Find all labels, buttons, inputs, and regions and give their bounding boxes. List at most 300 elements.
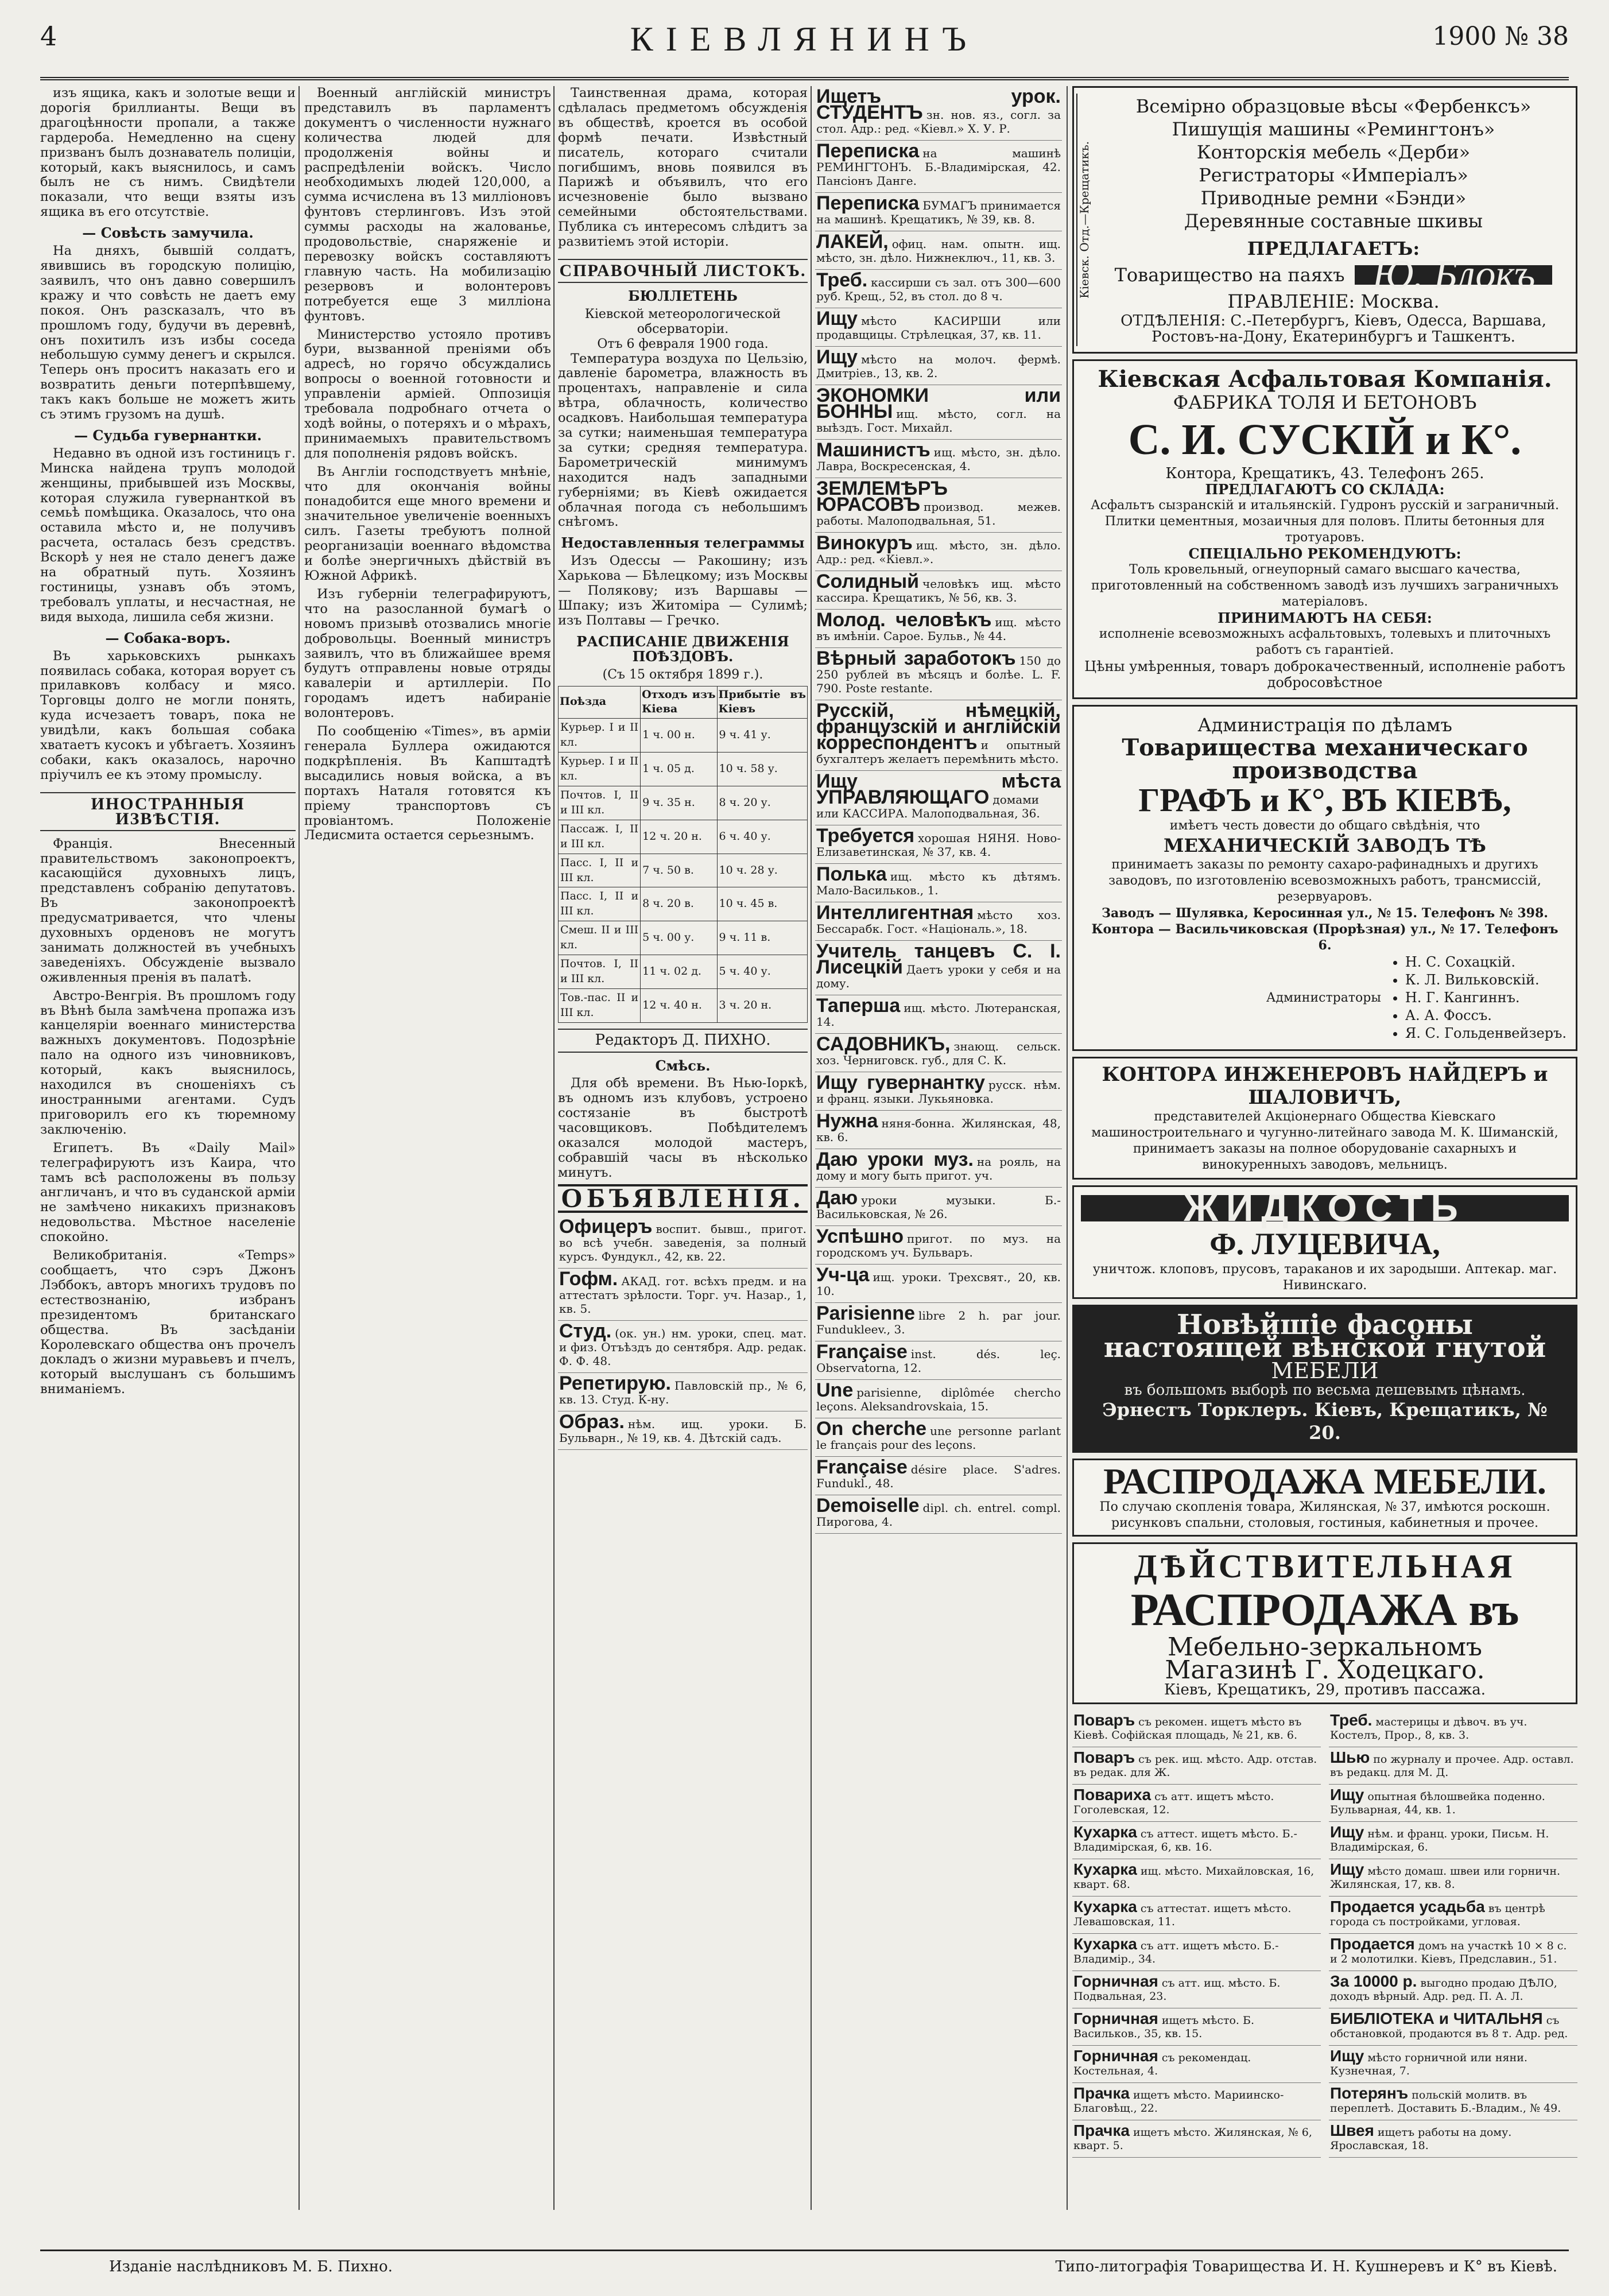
editor-line: Редакторъ Д. ПИХНО. <box>558 1029 808 1053</box>
ad-keyword: Репетирую. <box>559 1372 672 1394</box>
classified-ad <box>1072 1710 1321 1747</box>
ad-text: съ рекомен. ищетъ мѣсто въ Кіевѣ. Софійская площадь, № 21, кв. 6. <box>1073 1715 1302 1742</box>
schedule-cell: 5 ч. 40 у. <box>717 955 807 989</box>
ad-keyword: Parisienne <box>816 1302 915 1324</box>
ad-text: мастерицы и дѣвоч. въ уч. Костелъ, Прор., 8, кв. 3. <box>1330 1715 1527 1742</box>
bulletin-text: Температура воздуха по Цельзію, давленіе барометра, влажность въ процентахъ, направленіе и сила вѣтра, облачность, количество осадковъ. Наибольшая температура за сутки; наименьшая температура за сутки; средняя температура. Барометрическій минимумъ находится надъ западными губерніями; въ Кіевѣ ожидается облачная погода съ небольшимъ снѣгомъ. <box>558 351 808 530</box>
ad-admins-label: Администраторы <box>1266 990 1381 1005</box>
ad-keyword: Кухарка <box>1073 1860 1137 1878</box>
ad-keyword: Переписка <box>816 140 920 162</box>
ad-line: имѣетъ честь довести до общаго свѣдѣнія, что <box>1169 819 1480 833</box>
ad-text: ищ. мѣсто, зн. дѣло. Адр.: ред. «Кіевл.». <box>816 538 1061 566</box>
ad-keyword: Ищу <box>1330 2046 1364 2065</box>
printer-line: Типо-литографія Товарищества И. Н. Кушнеревъ и К° въ Кіевѣ. <box>1055 2258 1557 2275</box>
ad-prices: Цѣны умѣренныя, товаръ доброкачественный, исполненіе работъ добросовѣстное <box>1084 658 1565 691</box>
ad-block-khodetsky <box>1072 1542 1577 1704</box>
ad-keyword: Интеллигентная <box>816 902 974 924</box>
ad-offer: ПРЕДЛАГАЮТЪ СО СКЛАДА: <box>1205 481 1445 498</box>
column-rule <box>1067 86 1068 2210</box>
article-paragraph: На дняхъ, бывшій солдатъ, явившись въ городскую полицію, заявилъ, что онъ давно совершилъ кражу и что совѣсть не даетъ ему покоя. Онъ разсказалъ, что въ прошломъ году, будучи въ деревнѣ, онъ похитилъ изъ избы соседа небольшую сумму денегъ и скрылся. Теперь онъ проситъ наказать его и возвратить деньги потерпѣвшему, такъ какъ больше не можетъ жить съ этимъ грузомъ на душѣ. <box>40 243 296 422</box>
ad-text: Павловскій пр., № 6, кв. 13. Студ. К-ну. <box>559 1378 807 1406</box>
article-paragraph: По сообщенію «Times», въ арміи генерала Буллера ожидаются подкрѣпленія. Въ Капштадтѣ высадились новыя войска, а въ портахъ Наталя готовятся къ пріему транспортовъ съ провіантомъ. Положеніе Ледисмита остается серьезнымъ. <box>304 724 551 843</box>
ad-keyword: Нужна <box>816 1110 878 1132</box>
ad-product-line: Пишущія машины «Ремингтонъ» <box>1172 118 1495 140</box>
ad-keyword: Française <box>816 1456 908 1478</box>
schedule-cell: 1 ч. 05 д. <box>641 753 717 786</box>
ad-product-line: Всемірно образцовые вѣсы «Фербенксъ» <box>1135 95 1532 117</box>
schedule-header-cell: Отходъ изъ Кіева <box>641 686 717 719</box>
ad-line: Магазинѣ Г. Ходецкаго. <box>1165 1655 1485 1685</box>
classified-ad <box>815 270 1062 308</box>
ad-keyword: Учитель танцевъ С. І. Лисецкій <box>816 940 1061 978</box>
article-paragraph: Военный англійскій министръ представилъ въ парламентъ документъ о численности нужнаго количества людей для продолженія войны и распредѣленіи войскъ. Число необходимыхъ людей 120,000, а сумма исчислена въ 13 милліоновъ фунтовъ стерлинговъ. Изъ этой суммы расходы на жалованье, продовольствіе, снаряженіе и перевозку войскъ составляютъ главную часть. На мобилизацію резервовъ и волонтеровъ потребуется еще 3 милліона фунтовъ. <box>304 86 551 324</box>
ad-text: знающ. сельск. хоз. Черниговск. губ., для С. К. <box>816 1040 1061 1067</box>
classified-ad <box>558 1216 808 1269</box>
classified-ad <box>815 648 1062 700</box>
ad-keyword: БИБЛІОТЕКА и ЧИТАЛЬНЯ <box>1330 2009 1543 2027</box>
ad-text: исполненіе всевозможныхъ асфальтовыхъ, толевыхъ и плиточныхъ работъ съ гарантіей. <box>1099 627 1551 657</box>
classified-ad <box>1072 1859 1321 1896</box>
schedule-row <box>559 753 808 786</box>
ad-keyword: Demoiselle <box>816 1495 920 1517</box>
ad-keyword: Шью <box>1330 1748 1370 1766</box>
ad-title: КОНТОРА ИНЖЕНЕРОВЪ НАЙДЕРЪ и ШАЛОВИЧЪ, <box>1102 1063 1548 1109</box>
classified-ad <box>815 902 1062 941</box>
column-reference <box>558 86 808 2210</box>
schedule-row <box>559 719 808 753</box>
ad-keyword: Кухарка <box>1073 1897 1137 1915</box>
schedule-cell: 7 ч. 50 в. <box>641 854 717 887</box>
classified-ad <box>815 1495 1062 1534</box>
ad-recommend: СПЕЦІАЛЬНО РЕКОМЕНДУЮТЪ: <box>1188 545 1461 562</box>
ad-keyword: Швея <box>1330 2121 1374 2139</box>
ad-text: ищетъ мѣсто. Мариинско-Благовѣщ., 22. <box>1073 2088 1284 2115</box>
ad-keyword: Поваръ <box>1073 1748 1135 1766</box>
ad-text: БУМАГЪ принимается на машинѣ. Крещатикъ, № 39, кв. 8. <box>816 199 1061 226</box>
page-number: 4 <box>40 21 57 52</box>
classified-ad <box>1072 1971 1321 2008</box>
ad-product-line: Деревянные составные шкивы <box>1184 210 1483 232</box>
ad-text: съ рекомендац. Костельная, 4. <box>1073 2051 1251 2077</box>
column-rule <box>811 86 812 2210</box>
ad-company: Товарищество на паяхъ <box>1114 264 1345 286</box>
classified-ad <box>815 308 1062 347</box>
ad-text: 150 до 250 рублей въ мѣсяцъ и болѣе. L. F. 790. Poste restante. <box>816 654 1061 695</box>
classified-ad <box>1329 2083 1577 2120</box>
ad-keyword: Винокуръ <box>816 532 913 554</box>
ad-line: МЕБЕЛИ <box>1271 1358 1379 1383</box>
ad-keyword: Ищу <box>1330 1860 1364 1878</box>
ad-text: мѣсто домаш. швеи или горничн. Жилянская, 17, кв. 8. <box>1330 1864 1561 1891</box>
masthead <box>40 14 1569 80</box>
ad-text: съ аттестат. ищетъ мѣсто. Левашовская, 11. <box>1073 1902 1292 1928</box>
admin-name: • Я. С. Гольденвейзеръ. <box>1405 1025 1567 1042</box>
ad-product-line: Приводные ремни «Бэнди» <box>1200 187 1467 209</box>
classified-ad <box>1072 1747 1321 1785</box>
classified-ad <box>815 1034 1062 1072</box>
classified-ad <box>1072 1785 1321 1822</box>
ad-keyword: ЭКОНОМКИ или БОННЫ <box>816 385 1061 422</box>
ad-big-word: ЖИДКОСТЬ <box>1081 1195 1569 1221</box>
column-news-1 <box>40 86 296 2210</box>
ad-line: Мебельно-зеркальномъ <box>1167 1632 1483 1662</box>
ad-text: Даетъ уроки у себя и на дому. <box>816 963 1061 990</box>
ad-text: нѣм. и франц. уроки, Письм. Н. Владимірская, 6. <box>1330 1827 1549 1853</box>
classified-ad <box>1329 2046 1577 2083</box>
schedule-row <box>559 854 808 887</box>
ad-keyword: Кухарка <box>1073 1934 1137 1953</box>
ad-text: съ атт. ищетъ мѣсто. Гоголевская, 12. <box>1073 1790 1274 1816</box>
classified-ad <box>815 941 1062 995</box>
ad-text: опытная бѣлошвейка поденно. Бульварная, 44, кв. 1. <box>1330 1790 1545 1816</box>
ad-text: мѣсто хоз. Бессарабк. Гост. «Національ.», 18. <box>816 908 1061 936</box>
schedule-cell: 8 ч. 20 в. <box>641 887 717 921</box>
schedule-header-cell: Прибытіе въ Кіевъ <box>717 686 807 719</box>
ad-text: и опытный бухгалтеръ желаетъ перемѣнить мѣсто. <box>816 738 1061 766</box>
publisher-line: Изданіе наслѣдниковъ М. Б. Пихно. <box>109 2258 393 2275</box>
ad-product-lines <box>1100 95 1567 232</box>
article-paragraph: Министерство устояло противъ бури, вызванной преніями объ адресѣ, но горячо обсуждались вопросы о военной готовности и управленіи арміей. Оппозиція требовала подробнаго отчета о ходѣ войны, о потеряхъ и о мѣрахъ, принимаемыхъ правительствомъ для пополненія рядовъ войскъ. <box>304 327 551 461</box>
classified-ad <box>1072 2008 1321 2046</box>
ad-keyword: Прачка <box>1073 2121 1130 2139</box>
schedule-cell: Пасс. I, II и III кл. <box>559 887 641 921</box>
ad-board: ПРАВЛЕНІЕ: Москва. <box>1227 290 1440 312</box>
classified-list <box>558 1216 808 1450</box>
classified-ad <box>815 1072 1062 1111</box>
ad-keyword: Студ. <box>559 1320 612 1342</box>
ad-keyword: Таперша <box>816 995 901 1017</box>
classified-ad <box>1072 1896 1321 1934</box>
ad-line: Заводъ — Шулявка, Керосинная ул., № 15. Телефонъ № 398. <box>1102 906 1548 921</box>
ad-text: ищ. мѣсто, согл. на выѣздъ. Гост. Михайл. <box>816 407 1061 435</box>
ad-line: Эрнестъ Торклеръ. Кіевъ, Крещатикъ, № 20. <box>1102 1398 1548 1444</box>
bulletin-subtitle: Кіевской метеорологической обсерваторіи. <box>584 307 781 336</box>
ad-text: съ атт. ищ. мѣсто. Б. Подвальная, 23. <box>1073 1976 1281 2003</box>
schedule-cell: 12 ч. 40 н. <box>641 988 717 1022</box>
ad-text: parisienne, diplômée chercho leçons. Aleksandrovskaia, 15. <box>816 1386 1061 1413</box>
classified-ad <box>1329 1747 1577 1785</box>
classified-ad <box>815 440 1062 478</box>
ad-keyword: Française <box>816 1341 908 1363</box>
ad-text: уничтож. клоповъ, прусовъ, тараканов и их зародыши. Аптекар. маг. Нивинскаго. <box>1092 1262 1557 1293</box>
classified-ad <box>815 1226 1062 1265</box>
bulletin-title: БЮЛЛЕТЕНЬ <box>628 287 738 304</box>
ad-side-label: Кіевск. Отд.—Крещатикъ. <box>1076 94 1095 346</box>
ad-keyword: Потерянъ <box>1330 2084 1409 2102</box>
ad-text: мѣсто на молоч. фермѣ. Дмитріев., 13, кв. 2. <box>816 352 1061 380</box>
classified-ad <box>1329 1934 1577 1971</box>
classified-ad <box>815 1341 1062 1380</box>
classified-ad <box>815 141 1062 193</box>
ad-text: нѣм. ищ. уроки. Б. Бульварн., № 19, кв. 4. Дѣтскій садъ. <box>559 1417 807 1445</box>
schedule-cell: Почтов. I, II и III кл. <box>559 786 641 820</box>
schedule-cell: 5 ч. 00 у. <box>641 921 717 955</box>
ad-block-naider <box>1072 1057 1577 1180</box>
ad-text: выгодно продаю ДѢЛО, доходъ вѣрный. Адр. ред. П. А. Л. <box>1330 1976 1557 2003</box>
ad-keyword: Une <box>816 1379 854 1401</box>
newspaper-title: КІЕВЛЯНИНЪ <box>630 20 979 58</box>
ad-brand: ГРАФЪ и К°, ВЪ КІЕВѢ, <box>1138 781 1511 819</box>
ad-subtitle: ФАБРИКА ТОЛЯ И БЕТОНОВЪ <box>1173 391 1477 413</box>
ad-text: ищ. мѣсто въ имѣніи. Сарое. Бульв., № 44. <box>816 615 1061 643</box>
ad-text: ищ. мѣсто. Михайловская, 16, кварт. 68. <box>1073 1864 1315 1891</box>
article-paragraph: Австро-Венгрія. Въ прошломъ году въ Вѣнѣ была замѣчена пропажа изъ канцеляріи военнаго министерства важныхъ документовъ. Подозрѣніе пало на одного изъ чиновниковъ, который, какъ выяснилось, находился въ сношеніяхъ съ иностранными агентами. Судъ приговорилъ его къ тюремному заключенію. <box>40 988 296 1137</box>
schedule-row <box>559 955 808 989</box>
ad-keyword: Уч-ца <box>816 1264 870 1286</box>
schedule-cell: 10 ч. 28 у. <box>717 854 807 887</box>
ad-text: Асфальтъ сызранскій и итальянскій. Гудронъ русскій и заграничный. Плитки цементныя, мозаичныя для половъ. Плиты бетонныя для тротуаровъ. <box>1090 498 1560 545</box>
schedule-cell: Пассаж. I, II и III кл. <box>559 820 641 854</box>
schedule-cell: Курьер. I и II кл. <box>559 719 641 753</box>
classified-ad <box>815 533 1062 571</box>
classified-ad <box>558 1373 808 1411</box>
ad-text: съ рек. ищ. мѣсто. Адр. отстав. въ редак. для Ж. <box>1073 1752 1317 1779</box>
schedule-row <box>559 988 808 1022</box>
schedule-cell: Смеш. II и III кл. <box>559 921 641 955</box>
schedule-cell: 9 ч. 41 у. <box>717 719 807 753</box>
schedule-cell: Тов.-пас. II и III кл. <box>559 988 641 1022</box>
classified-ad <box>558 1321 808 1373</box>
ad-line: принимаетъ заказы по ремонту сахаро-рафинадныхъ и другихъ заводовъ, по изготовленію всевозможныхъ работъ, трансмиссій, резервуаровъ. <box>1108 858 1541 904</box>
classified-ad <box>1072 2046 1321 2083</box>
ad-text: офиц. нам. опытн. ищ. мѣсто, зн. дѣло. Нижнеключ., 11, кв. 3. <box>816 237 1061 265</box>
ad-keyword: За 10000 р. <box>1330 1972 1417 1990</box>
ad-text: кассирши съ зал. отъ 300—600 руб. Крещ., 52, въ стол. до 8 ч. <box>816 276 1061 303</box>
classified-ad <box>815 86 1062 141</box>
ad-text: ищ. мѣсто, зн. дѣло. Лавра, Воскресенская, 4. <box>816 445 1061 473</box>
column-rule <box>298 86 300 2210</box>
classified-ad <box>815 1303 1062 1341</box>
ad-line: Администрація по дѣламъ <box>1197 714 1452 736</box>
ad-keyword: Успѣшно <box>816 1225 904 1247</box>
schedule-cell: Почтов. I, II и III кл. <box>559 955 641 989</box>
ad-keyword: Солидный <box>816 571 920 592</box>
schedule-cell: Пасс. I, II и III кл. <box>559 854 641 887</box>
classified-ad <box>815 825 1062 864</box>
classified-ad <box>815 478 1062 533</box>
ad-keyword: Переписка <box>816 192 920 214</box>
ad-line: Кіевъ, Крещатикъ, 29, противъ пассажа. <box>1164 1681 1486 1698</box>
ad-keyword: Гофм. <box>559 1267 618 1290</box>
schedule-cell: 12 ч. 20 н. <box>641 820 717 854</box>
ad-keyword: САДОВНИКЪ, <box>816 1033 951 1055</box>
footer <box>40 2250 1569 2283</box>
column-news-2 <box>304 86 551 2210</box>
section-heading-reference: СПРАВОЧНЫЙ ЛИСТОКЪ. <box>558 259 808 283</box>
classified-ad <box>1329 1896 1577 1934</box>
classified-ad <box>815 864 1062 902</box>
ad-keyword: Офицеръ <box>559 1215 653 1238</box>
ad-text: По случаю скопленія товара, Жилянская, № 37, имѣются роскошн. рисунковъ спальни, столовыя, гостиныя, кабинетныя и прочее. <box>1099 1499 1550 1530</box>
ad-text: производ. межев. работы. Малоподвальная, 51. <box>816 500 1061 528</box>
schedule-date: (Съ 15 октября 1899 г.). <box>602 667 763 682</box>
ad-text: ищ. мѣсто. Лютеранская, 14. <box>816 1001 1061 1029</box>
ad-keyword: Молод. человѣкъ <box>816 609 992 631</box>
ad-text: désire place. S'adres. Fundukl., 48. <box>816 1463 1061 1490</box>
classified-ad <box>1072 1822 1321 1859</box>
ad-text: Толь кровельный, огнеупорный самаго высшаго качества, приготовленный на собственномъ заводѣ изъ лучшихъ заграничныхъ матеріаловъ. <box>1091 563 1559 609</box>
issue-number: 1900 № 38 <box>1432 22 1569 51</box>
ad-branches: ОТДѢЛЕНІЯ: С.-Петербургъ, Кіевъ, Одесса, Варшава, Ростовъ-на-Дону, Екатеринбургъ и Ташкентъ. <box>1121 312 1546 346</box>
ad-text: по журналу и прочее. Адр. оставл. въ редакц. для М. Д. <box>1330 1752 1574 1779</box>
column-classifieds <box>815 86 1062 2210</box>
classified-ad <box>815 1457 1062 1495</box>
ad-keyword: Треб. <box>1330 1711 1373 1729</box>
ad-keyword: Ищу <box>816 308 858 329</box>
ad-block-graf <box>1072 705 1577 1051</box>
classified-list <box>815 86 1062 1534</box>
classified-ad <box>558 1269 808 1321</box>
ad-keyword: Ищу мѣста УПРАВЛЯЮЩАГО <box>816 770 1061 808</box>
ad-line: Контора — Васильчиковская (Прорѣзная) ул., № 17. Телефонъ 6. <box>1091 922 1558 953</box>
ad-text: съ атт. ищетъ мѣсто. Б.-Владимір., 34. <box>1073 1939 1279 1965</box>
classified-ad <box>1072 2120 1321 2158</box>
ad-text: inst. dés. leç. Observatorna, 12. <box>816 1347 1061 1375</box>
classified-ad <box>1329 2008 1577 2046</box>
article-heading: — Собака-воръ. <box>105 629 231 646</box>
classified-ad <box>1329 1822 1577 1859</box>
schedule-title: РАСПИСАНІЕ ДВИЖЕНІЯ ПОѢЗДОВЪ. <box>576 633 789 665</box>
ad-line: въ большомъ выборѣ по весьма дешевымъ цѣнамъ. <box>1124 1381 1526 1399</box>
article-paragraph: изъ ящика, какъ и золотые вещи и дорогія бриллианты. Вещи въ драгоцѣнности пропали, а также гардероба. Немедленно на сцену призванъ былъ дознаватель полиціи, который, какъ выяснилось, и самъ былъ не съ нимъ. Свидѣтели показали, что вещи взяты изъ ящика въ его отсутствіе. <box>40 86 296 220</box>
ad-line: Новѣйшіе фасоны <box>1176 1308 1474 1341</box>
ad-keyword: ЛАКЕЙ, <box>816 231 889 253</box>
ad-text: на рояль, на дому и могу быть пригот. уч. <box>816 1155 1061 1182</box>
schedule-cell: 10 ч. 45 в. <box>717 887 807 921</box>
ad-text: une personne parlant le français pour des leçons. <box>816 1424 1061 1452</box>
schedule-row <box>559 921 808 955</box>
article-heading: — Судьба гувернантки. <box>74 426 262 444</box>
ad-keyword: Горничная <box>1073 2009 1158 2027</box>
ad-keyword: Горничная <box>1073 2046 1158 2065</box>
ad-keyword: Ищу <box>816 346 858 368</box>
classified-ad <box>815 995 1062 1034</box>
admin-name: • Н. С. Сохацкій. <box>1405 953 1567 971</box>
classified-ad <box>815 231 1062 270</box>
classified-ad <box>815 347 1062 385</box>
ad-name: Ф. ЛУЦЕВИЧА, <box>1209 1226 1440 1261</box>
ad-keyword: Продается <box>1330 1934 1415 1953</box>
ad-line: РАСПРОДАЖА въ <box>1130 1584 1519 1635</box>
schedule-row <box>559 786 808 820</box>
classified-ad <box>815 1265 1062 1303</box>
ad-keyword: Кухарка <box>1073 1822 1137 1841</box>
classified-ad <box>815 193 1062 231</box>
ad-keyword: Даю <box>816 1187 858 1209</box>
ad-text: libre 2 h. par jour. Fundukleev., 3. <box>816 1309 1061 1336</box>
ad-text: польскій молитв. въ переплетѣ. Доставить Б.-Владим., № 49. <box>1330 2088 1561 2115</box>
ad-line: Товарищества механическаго производства <box>1122 734 1528 784</box>
ad-text: АКАД. гот. всѣхъ предм. и на аттестатъ зрѣлости. Торг. уч. Назар., 1, кв. 5. <box>559 1274 807 1316</box>
classified-ad <box>815 1418 1062 1457</box>
ad-office: Контора, Крещатикъ, 43. Телефонъ 265. <box>1165 465 1484 482</box>
ad-keyword: Ищу <box>1330 1822 1364 1841</box>
ad-text: представителей Акціонернаго Общества Кіевскаго машиностроительнаго и чугунно-литейнаго завода М. К. Шиманскій, принимаетъ заказы на полное оборудованіе сахарныхъ и винокуренныхъ заводовъ, мельницъ. <box>1091 1110 1558 1172</box>
ad-block-vienna-furniture <box>1072 1305 1577 1453</box>
ad-text: пригот. по муз. на городскомъ уч. Бульваръ. <box>816 1232 1061 1259</box>
telegrams-title: Недоставленныя телеграммы <box>561 534 805 552</box>
schedule-header-row <box>559 686 808 719</box>
classified-ad <box>1329 1971 1577 2008</box>
ad-text: мѣсто КАСИРШИ или продавщицы. Стрѣлецкая, 37, кв. 11. <box>816 314 1061 342</box>
ad-line: ДѢЙСТВИТЕЛЬНАЯ <box>1134 1547 1516 1585</box>
ad-accept: ПРИНИМАЮТЪ НА СЕБЯ: <box>1218 610 1432 626</box>
ad-admins-list <box>1393 953 1567 1042</box>
classified-ad <box>815 1111 1062 1149</box>
schedule-cell: 9 ч. 35 н. <box>641 786 717 820</box>
ad-text: няня-бонна. Жилянская, 48, кв. 6. <box>816 1116 1061 1144</box>
ad-keyword: Горничная <box>1073 1972 1158 1990</box>
classified-ad <box>1329 2120 1577 2158</box>
schedule-row <box>559 887 808 921</box>
ad-block-asphalt <box>1072 359 1577 699</box>
ad-text: домъ на участкѣ 10 × 8 с. и 2 молотилки. Кіевъ, Предславин., 51. <box>1330 1939 1567 1965</box>
article-paragraph: Въ Англіи господствуетъ мнѣніе, что для окончанія войны понадобится еще много времени и значительное увеличеніе военныхъ силъ. Газеты требуютъ полной реорганизаціи военнаго вѣдомства и болѣе энергичныхъ дѣйствій въ Южной Африкѣ. <box>304 464 551 583</box>
admin-name: • К. Л. Вильковскій. <box>1405 971 1567 989</box>
ad-keyword: Полька <box>816 863 887 885</box>
ad-text: ищ. мѣсто къ дѣтямъ. Мало-Васильков., 1. <box>816 870 1061 897</box>
ad-brand: С. И. СУСКІЙ и К°. <box>1128 416 1522 464</box>
ad-text: на машинѣ РЕМИНГТОНЪ. Б.-Владимірская, 42. Пансіонъ Данге. <box>816 146 1061 188</box>
classified-ad <box>815 700 1062 771</box>
schedule-cell: 11 ч. 02 д. <box>641 955 717 989</box>
ad-keyword: Машинистъ <box>816 439 930 461</box>
classified-ad <box>815 771 1062 825</box>
misc-text: Для обѣ времени. Въ Нью-Іоркѣ, въ одномъ изъ клубовъ, устроено состязаніе въ быстротѣ часовщиковъ. Побѣдителемъ оказался молодой мастеръ, собравшій часы въ нѣсколько минутъ. <box>558 1076 808 1180</box>
ad-text: ищетъ мѣсто. Б. Васильков., 35, кв. 15. <box>1073 2014 1255 2040</box>
ad-keyword: Ищу <box>1330 1785 1364 1804</box>
ad-text: зн. нов. яз., согл. за стол. Адр.: ред. «Кіевл.» Х. У. Р. <box>816 108 1061 135</box>
ad-text: уроки музыки. Б.-Васильковская, № 26. <box>816 1193 1061 1221</box>
admin-name: • А. А. Фоссъ. <box>1405 1007 1567 1025</box>
ad-product-line: Конторскія мебель «Дерби» <box>1196 141 1471 163</box>
classified-ad <box>1329 1710 1577 1747</box>
ad-title: РАСПРОДАЖА МЕБЕЛИ. <box>1103 1460 1546 1502</box>
brand-logo: Ю. Блокъ <box>1355 265 1552 285</box>
ad-text: хорошая НЯНЯ. Ново-Елизаветинская, № 37, кв. 4. <box>816 831 1061 859</box>
ad-text: русск. нѣм. и франц. языки. Лукьяновка. <box>816 1078 1061 1106</box>
column-display-ads <box>1072 86 1577 2210</box>
classified-ad <box>815 1149 1062 1188</box>
ad-keyword: Поваръ <box>1073 1711 1135 1729</box>
classified-ad <box>1072 1934 1321 1971</box>
announcements-heading: ОБЪЯВЛЕНІЯ. <box>558 1184 808 1213</box>
classified-ad <box>815 385 1062 440</box>
schedule-cell: 9 ч. 11 в. <box>717 921 807 955</box>
ad-block-lutsevich <box>1072 1185 1577 1299</box>
classified-ad <box>1329 1785 1577 1822</box>
schedule-cell: 6 ч. 40 у. <box>717 820 807 854</box>
ad-text: съ обстановкой, продаются въ 8 т. Адр. ред. <box>1330 2014 1568 2040</box>
telegrams-text: Изъ Одессы — Ракошину; изъ Харькова — Бѣлецкому; изъ Москвы — Полякову; изъ Варшавы — Шпаку; изъ Житоміра — Сулимѣ; изъ Полтавы — Гречко. <box>558 553 808 628</box>
ad-text: домами или КАССИРА. Малоподвальная, 36. <box>816 793 1040 820</box>
article-paragraph: Въ харьковскихъ рынкахъ появилась собака, которая ворует съ прилавковъ колбасу и мясо. Торговцы долго не могли понять, куда исчезаетъ товаръ, пока не увидѣли, какъ большая собака хватаетъ кусокъ и убѣгаетъ. Хозяинъ собаки, какъ оказалось, нарочно пріучилъ ее къ этому промыслу. <box>40 648 296 782</box>
ad-block-furniture-sale <box>1072 1459 1577 1537</box>
ad-keyword: ЗЕМЛЕМѢРЪ ЮРАСОВЪ <box>816 478 948 515</box>
small-classified-grid <box>1072 1710 1577 2158</box>
article-paragraph: Недавно въ одной изъ гостиницъ г. Минска найдена трупъ молодой женщины, прибывшей изъ Москвы, которая служила гувернанткой въ семьѣ помѣщика. Оказалось, что она оставила мѣсто и, не получивъ расчета, осталась безъ средствъ. Вскорѣ у нея не стало денегъ даже на обратный путь. Хозяинъ гостиницы, узнавъ объ этомъ, требовалъ уплаты, и несчастная, не видя выхода, лишила себя жизни. <box>40 445 296 625</box>
article-paragraph: Египетъ. Въ «Daily Mail» телеграфируютъ изъ Каира, что тамъ всѣ расположены въ пользу англичанъ, и что въ суданской арміи не замѣчено никакихъ признаковъ недовольства. Мѣстное населеніе спокойно. <box>40 1140 296 1245</box>
ad-title: Кіевская Асфальтовая Компанія. <box>1098 366 1552 393</box>
ad-keyword: Требуется <box>816 825 915 847</box>
ad-text: dipl. ch. entrel. compl. Пирогова, 4. <box>816 1501 1061 1529</box>
schedule-cell: Курьер. I и II кл. <box>559 753 641 786</box>
schedule-cell: 1 ч. 00 н. <box>641 719 717 753</box>
schedule-cell: 8 ч. 20 у. <box>717 786 807 820</box>
classified-ad <box>1329 1859 1577 1896</box>
ad-text: съ аттест. ищетъ мѣсто. Б.-Владимірская, 6, кв. 16. <box>1073 1827 1297 1853</box>
ad-offer: ПРЕДЛАГАЕТЪ: <box>1247 238 1420 259</box>
